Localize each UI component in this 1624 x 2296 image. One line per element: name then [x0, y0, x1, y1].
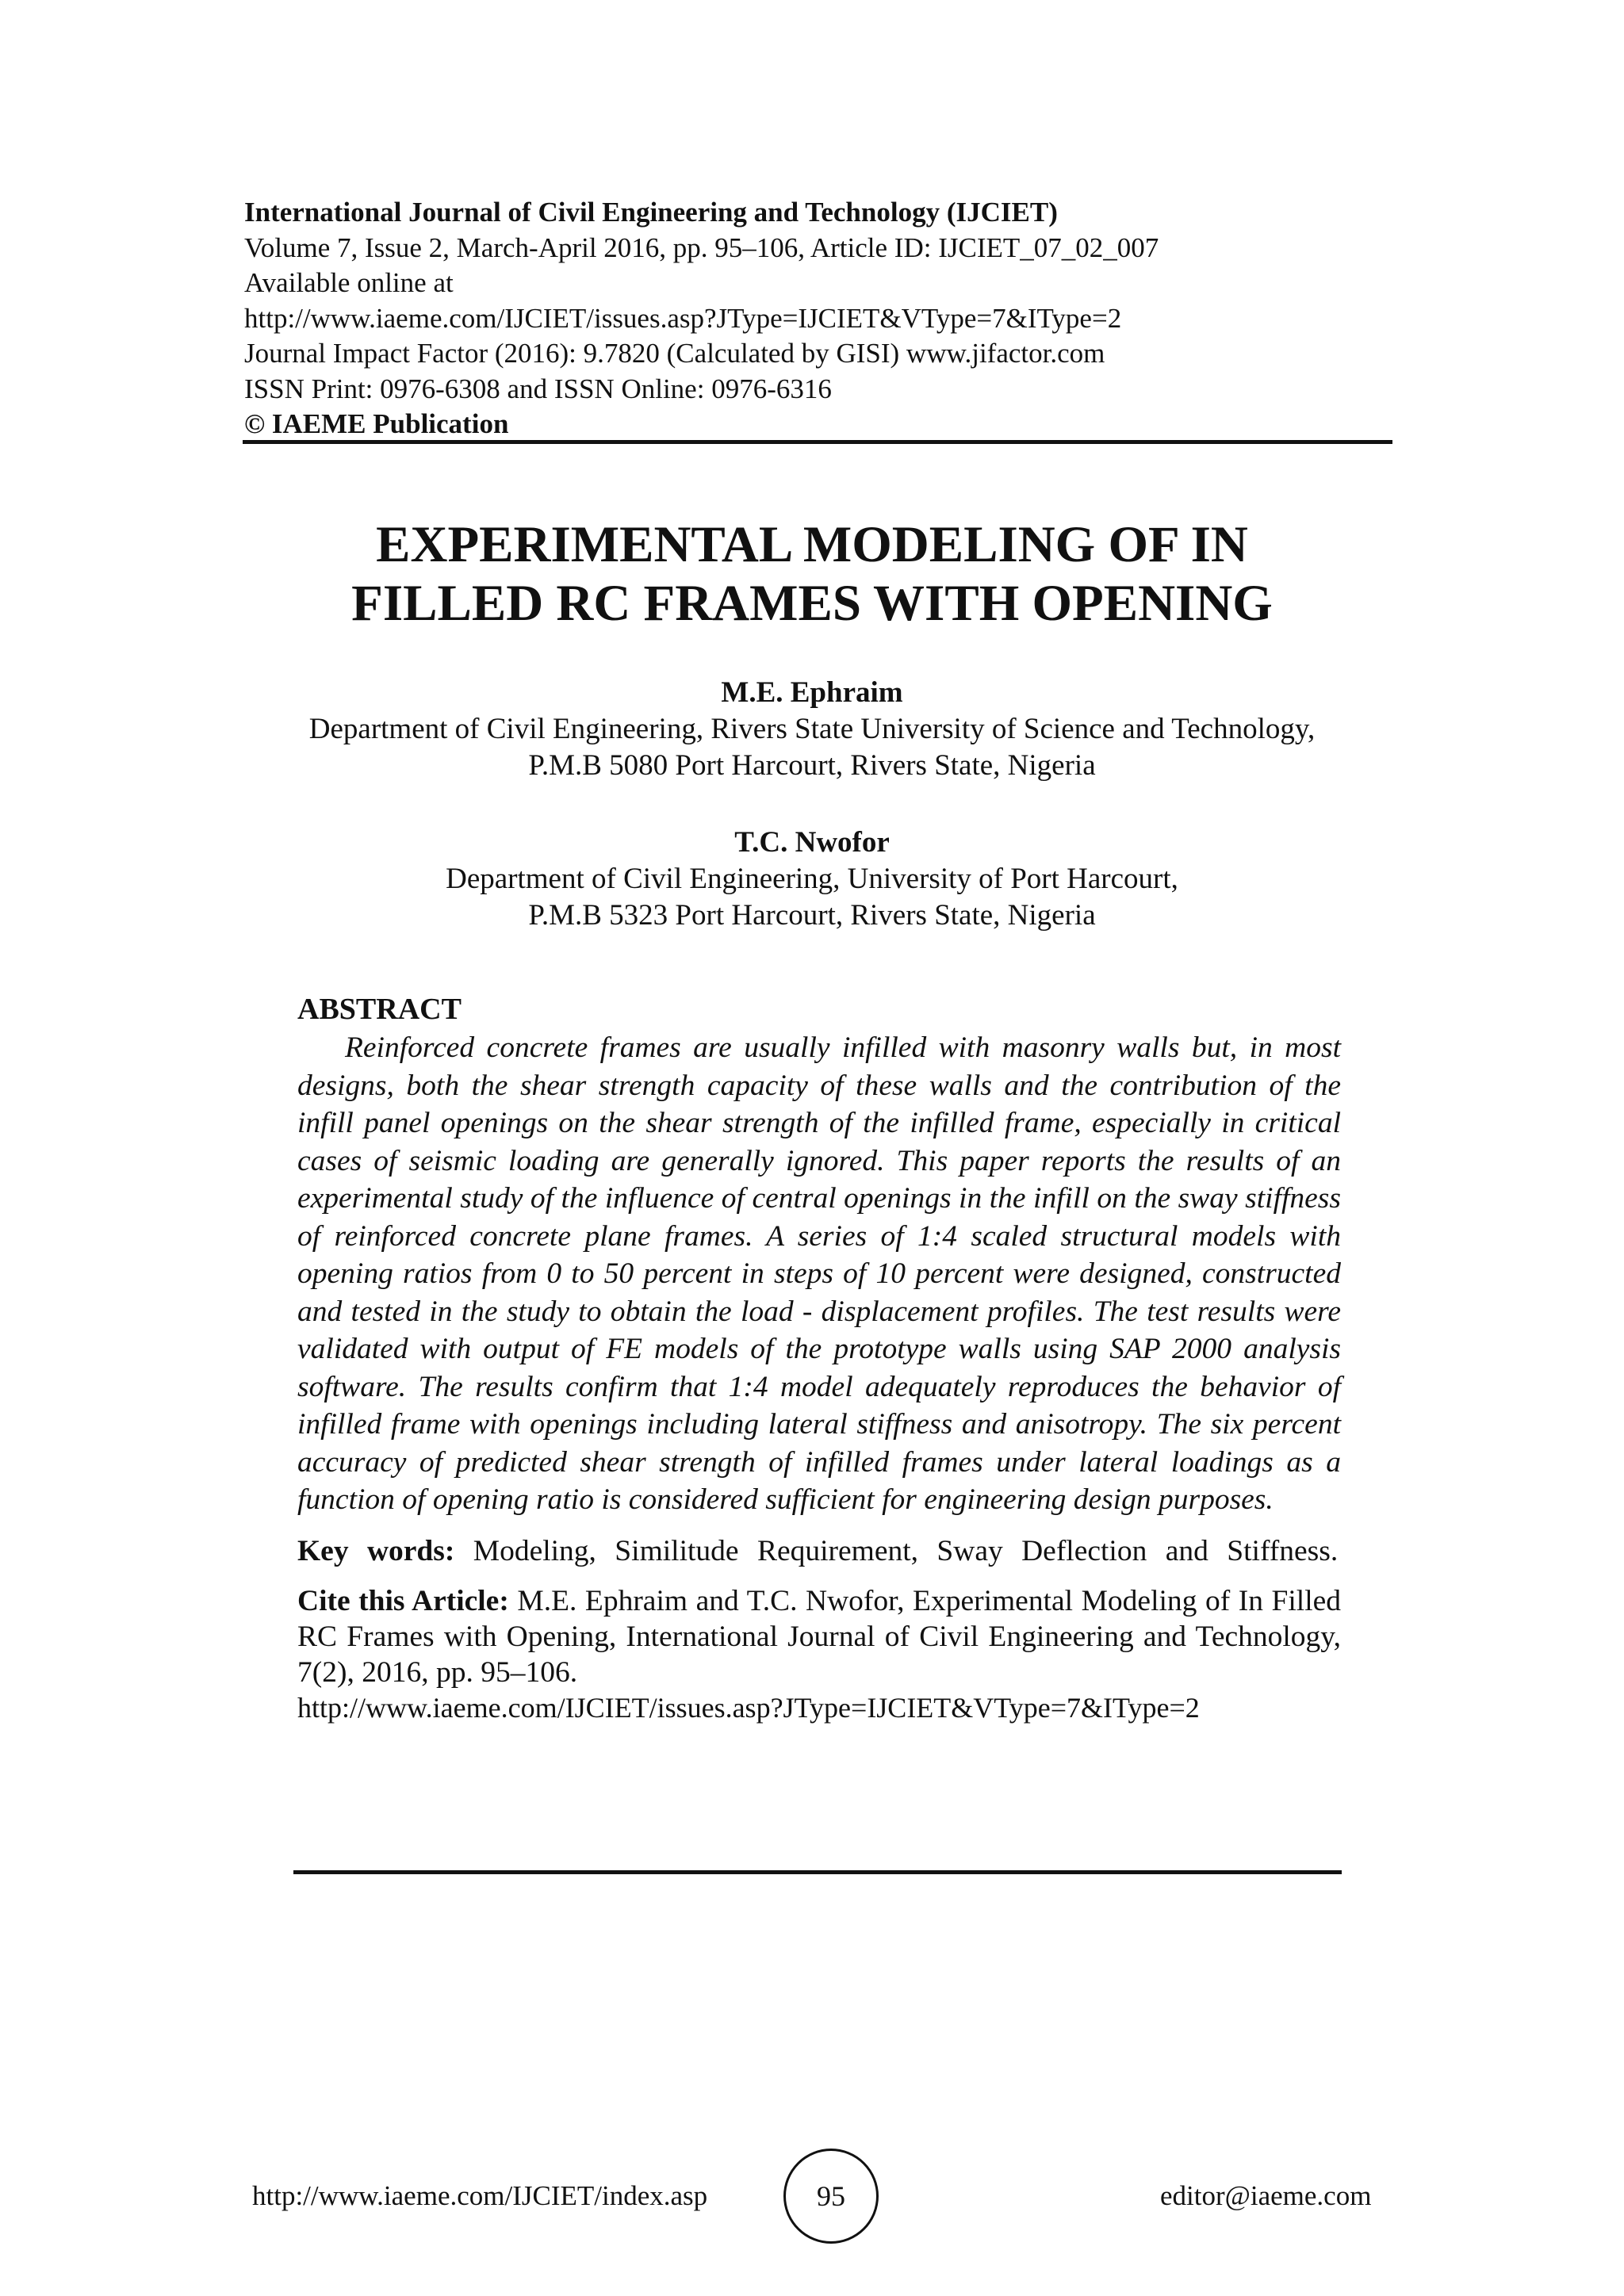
- author-block-1: [0, 675, 1624, 784]
- abstract-heading: ABSTRACT: [297, 993, 462, 1026]
- author-affiliation: Department of Civil Engineering, University of Port Harcourt,: [446, 863, 1178, 895]
- abstract-section: [297, 991, 1341, 1726]
- keywords-label: Key words:: [297, 1534, 455, 1567]
- abstract-body: Reinforced concrete frames are usually infilled with masonry walls but, in most designs, both the shear strength capacity of these walls and the contribution of the infill panel openings on the shear strength of the infilled frame, especially in critical cases of seismic loading are generally ignored. This paper reports the results of an experimental study of the influence of central openings in the infill on the sway stiffness of reinforced concrete plane frames. A series of 1:4 scaled structural models with opening ratios from 0 to 50 percent in steps of 10 percent were designed, constructed and tested in the study to obtain the load - displacement profiles. The test results were validated with output of FE models of the prototype walls using SAP 2000 analysis software. The results confirm that 1:4 model adequately reproduces the behavior of infilled frame with openings including lateral stiffness and anisotropy. The six percent accuracy of predicted shear strength of infilled frames under lateral loadings as a function of opening ratio is considered sufficient for engineering design purposes.: [297, 1031, 1341, 1516]
- volume-info: Volume 7, Issue 2, March-April 2016, pp. 95–106, Article ID: IJCIET_07_02_007: [244, 232, 1159, 263]
- issn-info: ISSN Print: 0976-6308 and ISSN Online: 0976-6316: [244, 373, 832, 404]
- citation-label: Cite this Article:: [297, 1584, 509, 1617]
- header-divider: [243, 440, 1392, 444]
- author-address: P.M.B 5080 Port Harcourt, Rivers State, Nigeria: [528, 749, 1096, 782]
- citation-url-link[interactable]: http://www.iaeme.com/IJCIET/issues.asp?JType=IJCIET&VType=7&IType=2: [297, 1691, 1200, 1724]
- page-number: 95: [817, 2180, 845, 2212]
- title-line-1: EXPERIMENTAL MODELING OF IN: [376, 516, 1248, 573]
- publisher: © IAEME Publication: [244, 408, 509, 439]
- citation-text: M.E. Ephraim and T.C. Nwofor, Experimental Modeling of In Filled RC Frames with Opening, International Journal of Civil Engineering and Technology, 7(2), 2016, pp. 95–106.: [297, 1584, 1342, 1689]
- impact-factor: Journal Impact Factor (2016): 9.7820 (Calculated by GISI) www.jifactor.com: [244, 338, 1105, 369]
- page-number-badge: [783, 2149, 879, 2244]
- journal-name: International Journal of Civil Engineering and Technology (IJCIET): [244, 197, 1058, 228]
- footer-url-link[interactable]: http://www.iaeme.com/IJCIET/index.asp: [252, 2180, 708, 2211]
- available-online-label: Available online at: [244, 267, 454, 298]
- author-address: P.M.B 5323 Port Harcourt, Rivers State, Nigeria: [528, 899, 1096, 932]
- citation-divider: [293, 1870, 1342, 1874]
- title-line-2: FILLED RC FRAMES WITH OPENING: [351, 575, 1273, 632]
- issue-url-link[interactable]: http://www.iaeme.com/IJCIET/issues.asp?JType=IJCIET&VType=7&IType=2: [244, 302, 1122, 334]
- author-block-2: [0, 825, 1624, 934]
- footer-email-link[interactable]: editor@iaeme.com: [1160, 2180, 1372, 2211]
- author-affiliation: Department of Civil Engineering, Rivers State University of Science and Technology,: [308, 713, 1316, 745]
- journal-header: [244, 195, 1394, 442]
- keywords: [297, 1533, 1341, 1569]
- author-name: T.C. Nwofor: [734, 826, 890, 859]
- paper-title: [0, 515, 1624, 633]
- citation: [297, 1583, 1341, 1726]
- author-name: M.E. Ephraim: [721, 676, 903, 709]
- keywords-text: Modeling, Similitude Requirement, Sway Deflection and Stiffness.: [473, 1534, 1339, 1567]
